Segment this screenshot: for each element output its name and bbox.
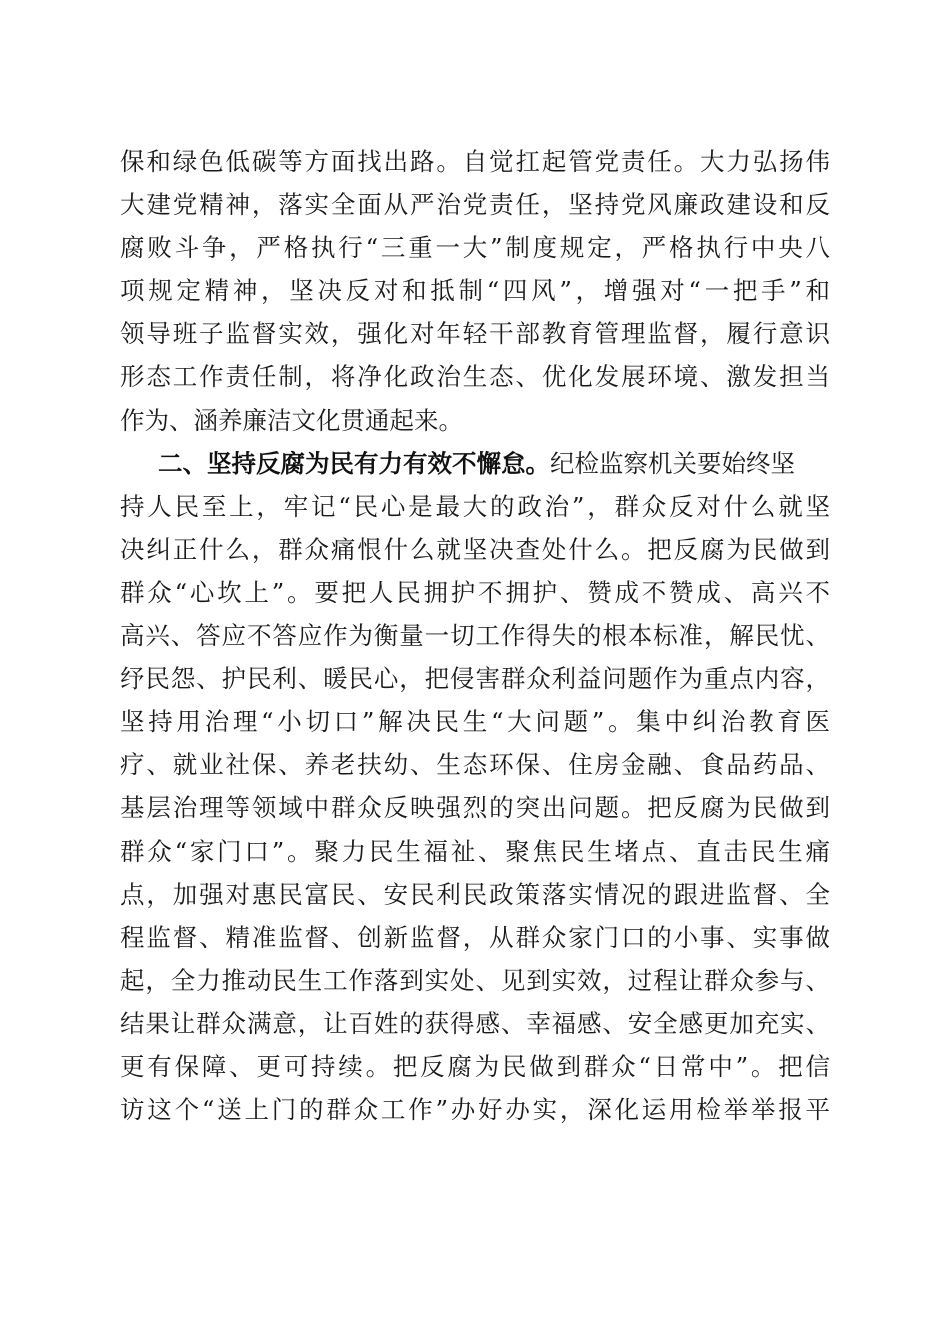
text-line: 形态工作责任制，将净化政治生态、优化发展环境、激发担当 bbox=[120, 362, 830, 392]
text-line: 坚持用治理“小切口”解决民生“大问题”。集中纠治教育医 bbox=[120, 707, 830, 737]
text-line: 作为、涵养廉洁文化贯通起来。 bbox=[120, 405, 463, 435]
text-line: 大建党精神，落实全面从严治党责任，坚持党风廉政建设和反 bbox=[120, 190, 830, 220]
text-line: 疗、就业社保、养老扶幼、生态环保、住房金融、食品药品、 bbox=[120, 750, 830, 780]
text-line: 基层治理等领域中群众反映强烈的突出问题。把反腐为民做到 bbox=[120, 793, 830, 823]
text-line: 腐败斗争，严格执行“三重一大”制度规定，严格执行中央八 bbox=[120, 233, 830, 263]
text-line: 群众“心坎上”。要把人民拥护不拥护、赞成不赞成、高兴不 bbox=[120, 577, 830, 607]
text-line: 群众“家门口”。聚力民生福祉、聚焦民生堵点、直击民生痛 bbox=[120, 836, 830, 866]
text-line: 起，全力推动民生工作落到实处、见到实效，过程让群众参与、 bbox=[120, 965, 830, 995]
section-heading: 二、坚持反腐为民有力有效不懈怠。 bbox=[158, 448, 550, 478]
text-line-rest: 纪检监察机关要始终坚 bbox=[550, 448, 795, 478]
text-line: 程监督、精准监督、创新监督，从群众家门口的小事、实事做 bbox=[120, 922, 830, 952]
text-line: 结果让群众满意，让百姓的获得感、幸福感、安全感更加充实、 bbox=[120, 1008, 830, 1038]
text-line: 访这个“送上门的群众工作”办好办实，深化运用检举举报平 bbox=[120, 1095, 830, 1125]
text-line: 高兴、答应不答应作为衡量一切工作得失的根本标准，解民忧、 bbox=[120, 621, 830, 651]
text-line: 领导班子监督实效，强化对年轻干部教育管理监督，履行意识 bbox=[120, 319, 830, 349]
text-line: 保和绿色低碳等方面找出路。自觉扛起管党责任。大力弘扬伟 bbox=[120, 147, 830, 176]
section-heading-line bbox=[120, 442, 830, 485]
document-body bbox=[120, 140, 830, 1131]
text-line: 项规定精神，坚决反对和抵制“四风”，增强对“一把手”和 bbox=[120, 276, 830, 306]
text-line: 持人民至上，牢记“民心是最大的政治”，群众反对什么就坚 bbox=[120, 491, 830, 521]
text-line: 点，加强对惠民富民、安民利民政策落实情况的跟进监督、全 bbox=[120, 879, 830, 909]
text-line: 纾民怨、护民利、暖民心，把侵害群众利益问题作为重点内容， bbox=[120, 664, 830, 694]
text-line: 决纠正什么，群众痛恨什么就坚决查处什么。把反腐为民做到 bbox=[120, 534, 830, 564]
text-line: 更有保障、更可持续。把反腐为民做到群众“日常中”。把信 bbox=[120, 1051, 830, 1081]
